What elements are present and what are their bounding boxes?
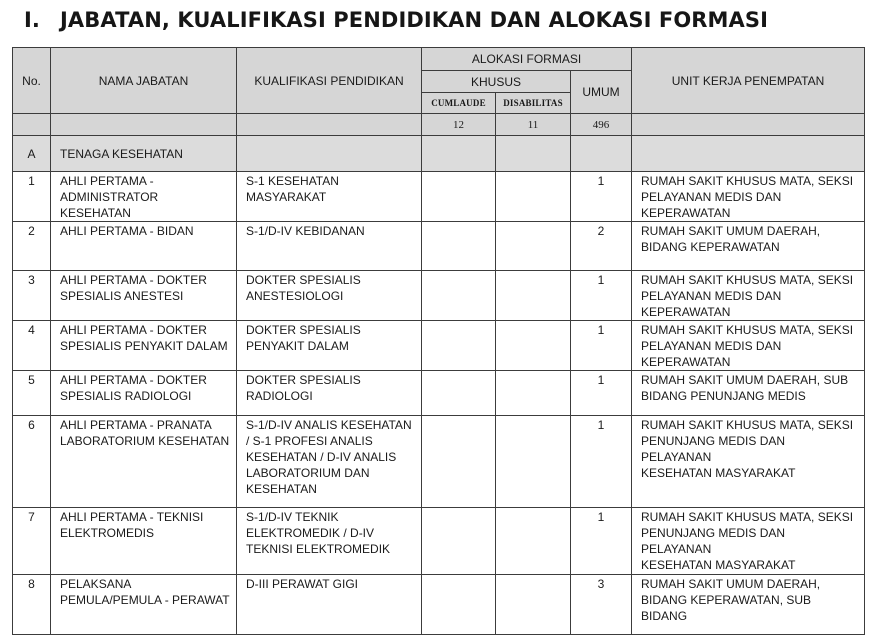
kualifikasi-cell-line: D-III PERAWAT GIGI — [246, 577, 359, 591]
kualifikasi-cell-line: DOKTER SPESIALIS — [246, 373, 361, 387]
nama-jabatan-cell-line: PEMULA/PEMULA - PERAWAT — [60, 593, 230, 607]
nama-jabatan-cell-line: AHLI PERTAMA - DOKTER — [60, 373, 207, 387]
kualifikasi-cell-line: S-1/D-IV TEKNIK — [246, 510, 339, 524]
table-row — [13, 371, 865, 416]
table-row — [13, 416, 865, 508]
kualifikasi-cell — [237, 371, 422, 416]
nama-jabatan-cell-line: AHLI PERTAMA - — [60, 174, 154, 188]
unit-kerja-cell-line: RUMAH SAKIT KHUSUS MATA, SEKSI — [641, 418, 854, 432]
kualifikasi-cell-line: KESEHATAN — [246, 482, 317, 496]
row-no: 4 — [13, 321, 51, 371]
unit-kerja-cell-line: RUMAH SAKIT UMUM DAERAH, — [641, 577, 821, 591]
kualifikasi-cell-line: ELEKTROMEDIK / D-IV — [246, 526, 375, 540]
unit-kerja-cell-line: PELAYANAN MEDIS DAN — [641, 190, 782, 204]
row-no: 2 — [13, 222, 51, 271]
disabilitas-cell — [496, 271, 571, 321]
unit-kerja-cell — [632, 271, 865, 321]
cumlaude-cell — [422, 172, 496, 222]
section-heading — [24, 8, 768, 32]
disabilitas-cell — [496, 222, 571, 271]
kualifikasi-cell-line: S-1 KESEHATAN — [246, 174, 339, 188]
umum-cell: 1 — [571, 321, 632, 371]
nama-jabatan-cell — [51, 575, 237, 635]
kualifikasi-cell-line: KESEHATAN / D-IV ANALIS — [246, 450, 397, 464]
disabilitas-cell — [496, 371, 571, 416]
unit-kerja-cell-line: KESEHATAN MASYARAKAT — [641, 466, 796, 480]
nama-jabatan-cell — [51, 172, 237, 222]
header-unit-kerja: UNIT KERJA PENEMPATAN — [632, 48, 865, 114]
row-no: 8 — [13, 575, 51, 635]
unit-kerja-cell-line: RUMAH SAKIT KHUSUS MATA, SEKSI — [641, 273, 854, 287]
header-cumlaude: CUMLAUDE — [422, 93, 496, 114]
cumlaude-cell — [422, 271, 496, 321]
umum-cell: 1 — [571, 416, 632, 508]
header-kualifikasi: KUALIFIKASI PENDIDIKAN — [237, 48, 422, 114]
header-alokasi-formasi: ALOKASI FORMASI — [422, 48, 632, 71]
unit-kerja-cell-line: KEPERAWATAN — [641, 355, 731, 369]
kualifikasi-cell — [237, 508, 422, 575]
nama-jabatan-cell-line: AHLI PERTAMA - BIDAN — [60, 224, 194, 238]
kualifikasi-cell-line: S-1/D-IV ANALIS KESEHATAN — [246, 418, 412, 432]
nama-jabatan-cell — [51, 321, 237, 371]
unit-kerja-cell-line: RUMAH SAKIT KHUSUS MATA, SEKSI — [641, 174, 854, 188]
kualifikasi-cell-line: DOKTER SPESIALIS — [246, 323, 361, 337]
nama-jabatan-cell — [51, 271, 237, 321]
unit-kerja-cell — [632, 222, 865, 271]
unit-kerja-cell-line: KEPERAWATAN — [641, 206, 731, 220]
kualifikasi-cell-line: S-1/D-IV KEBIDANAN — [246, 224, 365, 238]
table-row — [13, 508, 865, 575]
section-title: JABATAN, KUALIFIKASI PENDIDIKAN DAN ALOKASI FORMASI — [60, 8, 769, 32]
table-row — [13, 172, 865, 222]
nama-jabatan-cell-line: AHLI PERTAMA - PRANATA — [60, 418, 212, 432]
unit-kerja-cell-line: BIDANG KEPERAWATAN — [641, 240, 780, 254]
table-body — [13, 114, 865, 635]
disabilitas-cell — [496, 172, 571, 222]
nama-jabatan-cell — [51, 416, 237, 508]
nama-jabatan-cell-line: ELEKTROMEDIS — [60, 526, 155, 540]
row-no: 1 — [13, 172, 51, 222]
kualifikasi-cell-line: TEKNISI ELEKTROMEDIK — [246, 542, 391, 556]
umum-cell: 1 — [571, 508, 632, 575]
umum-cell: 2 — [571, 222, 632, 271]
nama-jabatan-cell — [51, 371, 237, 416]
disabilitas-cell — [496, 416, 571, 508]
row-no: 5 — [13, 371, 51, 416]
table-row — [13, 222, 865, 271]
formation-table — [12, 47, 865, 635]
nama-jabatan-cell-line: SPESIALIS ANESTESI — [60, 289, 184, 303]
disabilitas-cell — [496, 508, 571, 575]
kualifikasi-cell — [237, 321, 422, 371]
header-no: No. — [13, 48, 51, 114]
cumlaude-cell — [422, 416, 496, 508]
totals-row — [13, 114, 865, 136]
disabilitas-cell — [496, 575, 571, 635]
unit-kerja-cell — [632, 371, 865, 416]
nama-jabatan-cell-line: AHLI PERTAMA - DOKTER — [60, 323, 207, 337]
umum-cell: 3 — [571, 575, 632, 635]
cumlaude-cell — [422, 321, 496, 371]
header-nama-jabatan: NAMA JABATAN — [51, 48, 237, 114]
unit-kerja-cell-line: PELAYANAN MEDIS DAN — [641, 339, 782, 353]
row-no: 7 — [13, 508, 51, 575]
cumlaude-cell — [422, 508, 496, 575]
unit-kerja-cell-line: KESEHATAN MASYARAKAT — [641, 558, 796, 572]
kualifikasi-cell-line: RADIOLOGI — [246, 389, 313, 403]
kualifikasi-cell-line: PENYAKIT DALAM — [246, 339, 349, 353]
umum-cell: 1 — [571, 371, 632, 416]
total-umum: 496 — [571, 114, 632, 136]
unit-kerja-cell — [632, 321, 865, 371]
unit-kerja-cell — [632, 508, 865, 575]
cumlaude-cell — [422, 222, 496, 271]
unit-kerja-cell-line: PELAYANAN MEDIS DAN — [641, 289, 782, 303]
group-code: A — [13, 136, 51, 172]
nama-jabatan-cell-line: SPESIALIS RADIOLOGI — [60, 389, 192, 403]
unit-kerja-cell-line: RUMAH SAKIT UMUM DAERAH, — [641, 224, 821, 238]
cumlaude-cell — [422, 575, 496, 635]
unit-kerja-cell-line: PENUNJANG MEDIS DAN PELAYANAN — [641, 434, 786, 464]
group-row — [13, 136, 865, 172]
kualifikasi-cell-line: LABORATORIUM DAN — [246, 466, 370, 480]
table-row — [13, 271, 865, 321]
nama-jabatan-cell — [51, 508, 237, 575]
kualifikasi-cell-line: ANESTESIOLOGI — [246, 289, 344, 303]
unit-kerja-cell-line: RUMAH SAKIT UMUM DAERAH, SUB — [641, 373, 849, 387]
disabilitas-cell — [496, 321, 571, 371]
umum-cell: 1 — [571, 271, 632, 321]
nama-jabatan-cell-line: SPESIALIS PENYAKIT DALAM — [60, 339, 228, 353]
total-disabilitas: 11 — [496, 114, 571, 136]
nama-jabatan-cell-line: AHLI PERTAMA - DOKTER — [60, 273, 207, 287]
unit-kerja-cell-line: PENUNJANG MEDIS DAN PELAYANAN — [641, 526, 786, 556]
unit-kerja-cell-line: KEPERAWATAN — [641, 305, 731, 319]
kualifikasi-cell — [237, 172, 422, 222]
kualifikasi-cell — [237, 575, 422, 635]
table-row — [13, 575, 865, 635]
nama-jabatan-cell-line: AHLI PERTAMA - TEKNISI — [60, 510, 204, 524]
nama-jabatan-cell-line: PELAKSANA — [60, 577, 132, 591]
row-no: 3 — [13, 271, 51, 321]
unit-kerja-cell-line: RUMAH SAKIT KHUSUS MATA, SEKSI — [641, 510, 854, 524]
unit-kerja-cell-line: BIDANG KEPERAWATAN, SUB BIDANG — [641, 593, 812, 623]
unit-kerja-cell — [632, 575, 865, 635]
section-number: I. — [24, 8, 40, 32]
group-name: TENAGA KESEHATAN — [51, 136, 237, 172]
kualifikasi-cell — [237, 222, 422, 271]
header-khusus: KHUSUS — [422, 71, 571, 93]
nama-jabatan-cell-line: LABORATORIUM KESEHATAN — [60, 434, 230, 448]
kualifikasi-cell-line: MASYARAKAT — [246, 190, 327, 204]
nama-jabatan-cell-line: ADMINISTRATOR KESEHATAN — [60, 190, 159, 220]
umum-cell: 1 — [571, 172, 632, 222]
unit-kerja-cell-line: BIDANG PENUNJANG MEDIS — [641, 389, 806, 403]
unit-kerja-cell — [632, 416, 865, 508]
header-disabilitas: DISABILITAS — [496, 93, 571, 114]
unit-kerja-cell-line: RUMAH SAKIT KHUSUS MATA, SEKSI — [641, 323, 854, 337]
table-row — [13, 321, 865, 371]
cumlaude-cell — [422, 371, 496, 416]
kualifikasi-cell-line: DOKTER SPESIALIS — [246, 273, 361, 287]
kualifikasi-cell — [237, 271, 422, 321]
total-cumlaude: 12 — [422, 114, 496, 136]
unit-kerja-cell — [632, 172, 865, 222]
kualifikasi-cell-line: / S-1 PROFESI ANALIS — [246, 434, 373, 448]
kualifikasi-cell — [237, 416, 422, 508]
row-no: 6 — [13, 416, 51, 508]
header-umum: UMUM — [571, 71, 632, 114]
nama-jabatan-cell — [51, 222, 237, 271]
